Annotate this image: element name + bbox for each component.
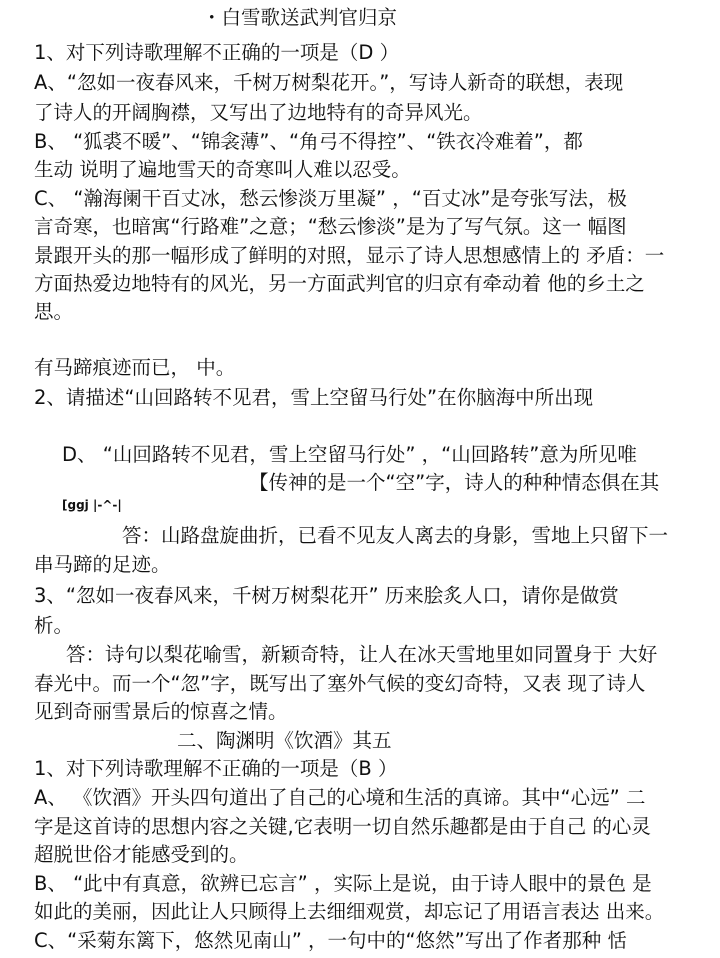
option-a2-line-2: 字是这首诗的思想内容之关键,它表明一切自然乐趣都是由于自己 的心灵 — [34, 815, 651, 838]
option-a-line-1: A、“忽如一夜春风来，千树万树梨花开。”，写诗人新奇的联想，表现 — [34, 71, 624, 94]
option-c-line-2: 言奇寒，也暗寓“行路难”之意；“愁云惨淡”是为了写气氛。这一 幅图 — [34, 215, 627, 238]
option-c-line-1: C、 “瀚海阑干百丈冰，愁云惨淡万里凝” ，“百丈冰”是夸张写法，极 — [34, 187, 627, 210]
answer-2-line-2: 串马蹄的足迹。 — [34, 553, 171, 576]
question-1-line: 1、对下列诗歌理解不正确的一项是（D ） — [34, 41, 400, 64]
fragment-line: 有马蹄痕迹而已， 中。 — [34, 356, 236, 379]
section-title-1: ・白雪歌送武判官归京 — [202, 6, 398, 29]
option-a-line-2: 了诗人的开阔胸襟，又写出了边地特有的奇异风光。 — [34, 101, 483, 124]
option-d-line-2: 【传神的是一个“空”字，诗人的种种情态俱在其 — [249, 471, 660, 494]
option-c2-line-1: C、“采菊东篱下，悠然见南山” ，一句中的“悠然”写出了作者那种 恬 — [34, 929, 627, 952]
section-title-2: 二、陶渊明《饮酒》其五 — [177, 729, 392, 752]
option-b2-line-2: 如此的美丽，因此让人只顾得上去细细观赏，却忘记了用语言表达 出来。 — [34, 900, 665, 923]
option-b-line-1: B、 “狐裘不暖”、“锦衾薄”、“角弓不得控”、“铁衣冷难着”，都 — [34, 130, 583, 153]
answer-3-line-2: 春光中。而一个“忽”字，既写出了塞外气候的变幻奇特，又表 现了诗人 — [34, 672, 646, 695]
option-a2-line-3: 超脱世俗才能感受到的。 — [34, 843, 249, 866]
answer-3-line-3: 见到奇丽雪景后的惊喜之情。 — [34, 700, 288, 723]
option-c-line-5: 思。 — [34, 300, 74, 323]
option-d-line-1: D、 “山回路转不见君，雪上空留马行处” ，“山回路转”意为所见唯 — [62, 443, 637, 466]
question-2-line: 2、请描述“山回路转不见君，雪上空留马行处”在你脑海中所出现 — [34, 386, 594, 409]
answer-3-line-1: 答：诗句以梨花喻雪，新颖奇特，让人在冰天雪地里如同置身于 大好 — [66, 643, 658, 666]
question-3-line-2: 析。 — [34, 614, 74, 637]
option-b2-line-1: B、 “此中有真意，欲辨已忘言” ，实际上是说，由于诗人眼中的景色 是 — [34, 872, 652, 895]
question-3-line-1: 3、“忽如一夜春风来，千树万树梨花开” 历来脍炙人口，请你是做赏 — [34, 584, 619, 607]
option-c-line-4: 方面热爱边地特有的风光，另一方面武判官的归京有牵动着 他的乡土之 — [34, 272, 645, 295]
question-4-line: 1、对下列诗歌理解不正确的一项是（B ） — [34, 757, 398, 780]
option-a2-line-1: A、 《饮酒》开头四句道出了自己的心境和生活的真谛。其中“心远” 二 — [34, 786, 646, 809]
option-b-line-2: 生动 说明了遍地雪天的奇寒叫人难以忍受。 — [34, 158, 411, 181]
option-c-line-3: 景跟开头的那一幅形成了鲜明的对照，显示了诗人思想感情上的 矛盾：一 — [34, 244, 665, 267]
garbled-text: [ggj |-^-| — [62, 498, 122, 512]
answer-2-line-1: 答：山路盘旋曲折，已看不见友人离去的身影，雪地上只留下一 — [122, 524, 669, 547]
